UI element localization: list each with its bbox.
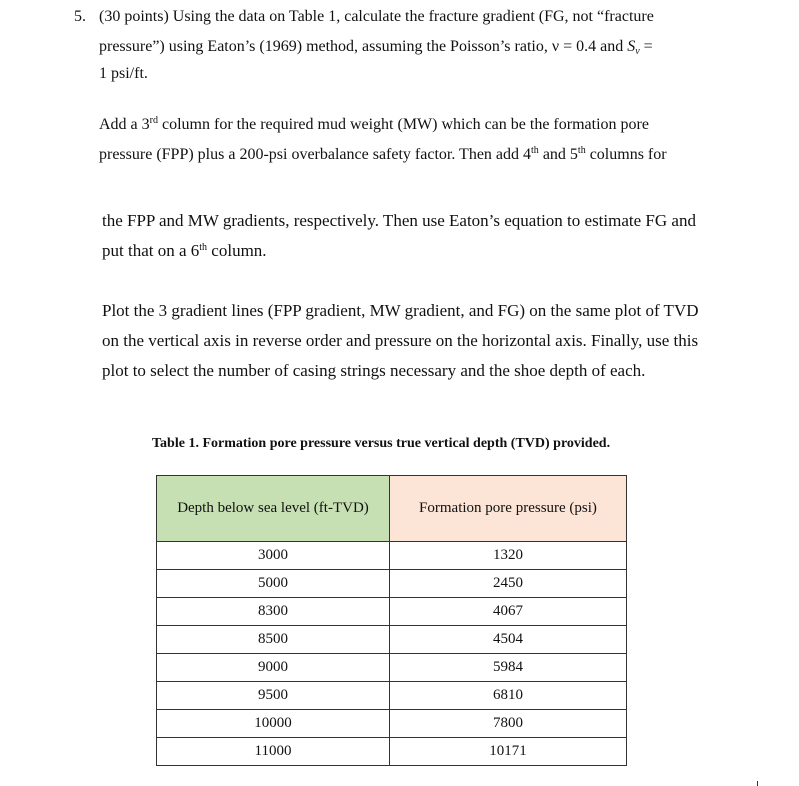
pressure-cell: 1320	[390, 542, 627, 570]
p3-l2-b: column.	[207, 241, 267, 260]
question-number: 5.	[74, 8, 86, 25]
table-row	[157, 542, 627, 570]
pore-pressure-table	[156, 475, 627, 766]
p3-l2-sup: th	[199, 242, 208, 253]
paragraph2-line-1	[99, 115, 649, 135]
overburden-subscript: v	[635, 46, 640, 57]
question-line-2-text: pressure”) using Eaton’s (1969) method, assuming the Poisson’s ratio, ν = 0.4 and	[99, 38, 628, 55]
p2-l2-c: columns for	[585, 146, 667, 163]
table-row	[157, 626, 627, 654]
overburden-symbol: S	[627, 38, 636, 55]
pressure-cell: 5984	[390, 654, 627, 682]
p2-l2-b: and 5	[538, 146, 578, 163]
paragraph4-line-2: on the vertical axis in reverse order and pressure on the horizontal axis. Finally, use this	[102, 331, 699, 350]
p2-l2-sup1: th	[531, 145, 539, 156]
question-line-2	[99, 37, 653, 57]
question-line-1: (30 points) Using the data on Table 1, calculate the fracture gradient (FG, not “fracture	[99, 8, 654, 25]
depth-cell: 9500	[157, 682, 390, 710]
table-row	[157, 738, 627, 766]
pressure-cell: 4504	[390, 626, 627, 654]
pressure-cell: 10171	[390, 738, 627, 766]
header-depth: Depth below sea level (ft-TVD)	[157, 476, 390, 542]
paragraph4-line-1: Plot the 3 gradient lines (FPP gradient, MW gradient, and FG) on the same plot of TVD	[102, 301, 699, 320]
table-caption: Table 1. Formation pore pressure versus true vertical depth (TVD) provided.	[152, 436, 611, 451]
paragraph3-line-1: the FPP and MW gradients, respectively. Then use Eaton’s equation to estimate FG and	[102, 211, 696, 230]
overburden-equals: =	[639, 38, 653, 55]
table-row	[157, 710, 627, 738]
p2-l2-sup2: th	[577, 145, 586, 156]
pressure-cell: 2450	[390, 570, 627, 598]
p2-l1-b: column for the required mud weight (MW) which can be the formation pore	[158, 116, 649, 133]
pressure-cell: 4067	[390, 598, 627, 626]
pressure-cell: 7800	[390, 710, 627, 738]
question-line-3: 1 psi/ft.	[99, 65, 148, 82]
p2-l2-a: pressure (FPP) plus a 200-psi overbalance safety factor. Then add 4	[99, 146, 532, 163]
table-header-row	[157, 476, 627, 542]
header-pressure: Formation pore pressure (psi)	[390, 476, 627, 542]
depth-cell: 8500	[157, 626, 390, 654]
table-row	[157, 682, 627, 710]
table-row	[157, 654, 627, 682]
p3-l2-a: put that on a 6	[102, 241, 200, 260]
table-row	[157, 598, 627, 626]
depth-cell: 3000	[157, 542, 390, 570]
paragraph4-line-3: plot to select the number of casing strings necessary and the shoe depth of each.	[102, 361, 646, 380]
p2-l1-a: Add a 3	[99, 116, 150, 133]
page-edge-mark	[757, 781, 758, 786]
depth-cell: 11000	[157, 738, 390, 766]
depth-cell: 8300	[157, 598, 390, 626]
depth-cell: 9000	[157, 654, 390, 682]
paragraph3-line-2	[102, 241, 267, 261]
table-row	[157, 570, 627, 598]
paragraph2-line-2	[99, 145, 667, 165]
depth-cell: 10000	[157, 710, 390, 738]
pressure-cell: 6810	[390, 682, 627, 710]
p2-l1-sup: rd	[149, 115, 158, 126]
depth-cell: 5000	[157, 570, 390, 598]
